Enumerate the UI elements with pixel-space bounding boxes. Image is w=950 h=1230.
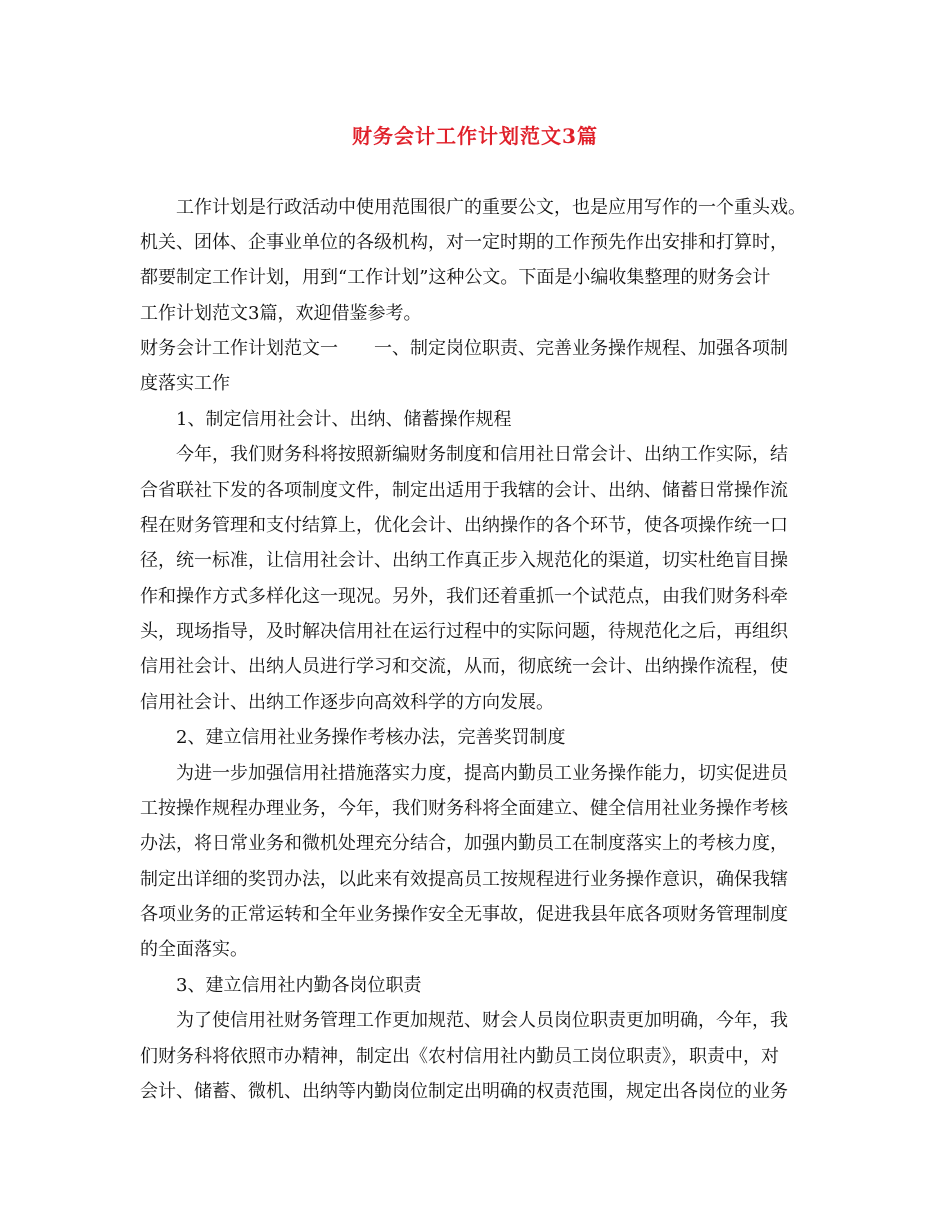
paragraph-line: 工按操作规程办理业务，今年，我们财务科将全面建立、健全信用社业务操作考核 <box>140 798 788 819</box>
paragraph-line: 径，统一标准，让信用社会计、出纳工作真正步入规范化的渠道，切实杜绝盲目操 <box>140 550 788 571</box>
paragraph-line: 的全面落实。 <box>140 939 248 960</box>
paragraph-line: 今年，我们财务科将按照新编财务制度和信用社日常会计、出纳工作实际，结 <box>176 444 788 465</box>
section-heading: 3、建立信用社内勤各岗位职责 <box>176 975 422 996</box>
paragraph-line: 都要制定工作计划，用到“工作计划”这种公文。下面是小编收集整理的财务会计 <box>140 267 771 288</box>
section-heading: 2、建立信用社业务操作考核办法，完善奖罚制度 <box>176 727 566 748</box>
paragraph-line: 会计、储蓄、微机、出纳等内勤岗位制定出明确的权责范围，规定出各岗位的业务 <box>140 1081 788 1102</box>
paragraph-line: 作和操作方式多样化这一现况。另外，我们还着重抓一个试范点，由我们财务科牵 <box>140 586 788 607</box>
paragraph-line: 合省联社下发的各项制度文件，制定出适用于我辖的会计、出纳、储蓄日常操作流 <box>140 480 788 501</box>
paragraph-line: 信用社会计、出纳人员进行学习和交流，从而，彻底统一会计、出纳操作流程，使 <box>140 656 788 677</box>
paragraph-line: 办法，将日常业务和微机处理充分结合，加强内勤员工在制度落实上的考核力度， <box>140 833 788 854</box>
paragraph-line: 信用社会计、出纳工作逐步向高效科学的方向发展。 <box>140 692 554 713</box>
document-title: 财务会计工作计划范文3篇 <box>352 124 598 148</box>
paragraph-line: 度落实工作 <box>140 373 230 394</box>
section-heading: 1、制定信用社会计、出纳、储蓄操作规程 <box>176 409 512 430</box>
paragraph-line: 财务会计工作计划范文一 一、制定岗位职责、完善业务操作规程、加强各项制 <box>140 338 788 359</box>
paragraph-line: 机关、团体、企事业单位的各级机构，对一定时期的工作预先作出安排和打算时， <box>140 232 788 253</box>
paragraph-line: 为进一步加强信用社措施落实力度，提高内勤员工业务操作能力，切实促进员 <box>176 763 788 784</box>
paragraph-line: 工作计划范文3篇，欢迎借鉴参考。 <box>140 303 422 324</box>
paragraph-line: 各项业务的正常运转和全年业务操作安全无事故，促进我县年底各项财务管理制度 <box>140 904 788 925</box>
paragraph-line: 头，现场指导，及时解决信用社在运行过程中的实际问题，待规范化之后，再组织 <box>140 621 788 642</box>
paragraph-line: 制定出详细的奖罚办法，以此来有效提高员工按规程进行业务操作意识，确保我辖 <box>140 869 788 890</box>
paragraph-line: 为了使信用社财务管理工作更加规范、财会人员岗位职责更加明确，今年，我 <box>176 1010 788 1031</box>
paragraph-line: 工作计划是行政活动中使用范围很广的重要公文，也是应用写作的一个重头戏。 <box>176 197 806 218</box>
paragraph-line: 们财务科将依照市办精神，制定出《农村信用社内勤员工岗位职责》，职责中，对 <box>140 1046 779 1067</box>
paragraph-line: 程在财务管理和支付结算上，优化会计、出纳操作的各个环节，使各项操作统一口 <box>140 515 788 536</box>
